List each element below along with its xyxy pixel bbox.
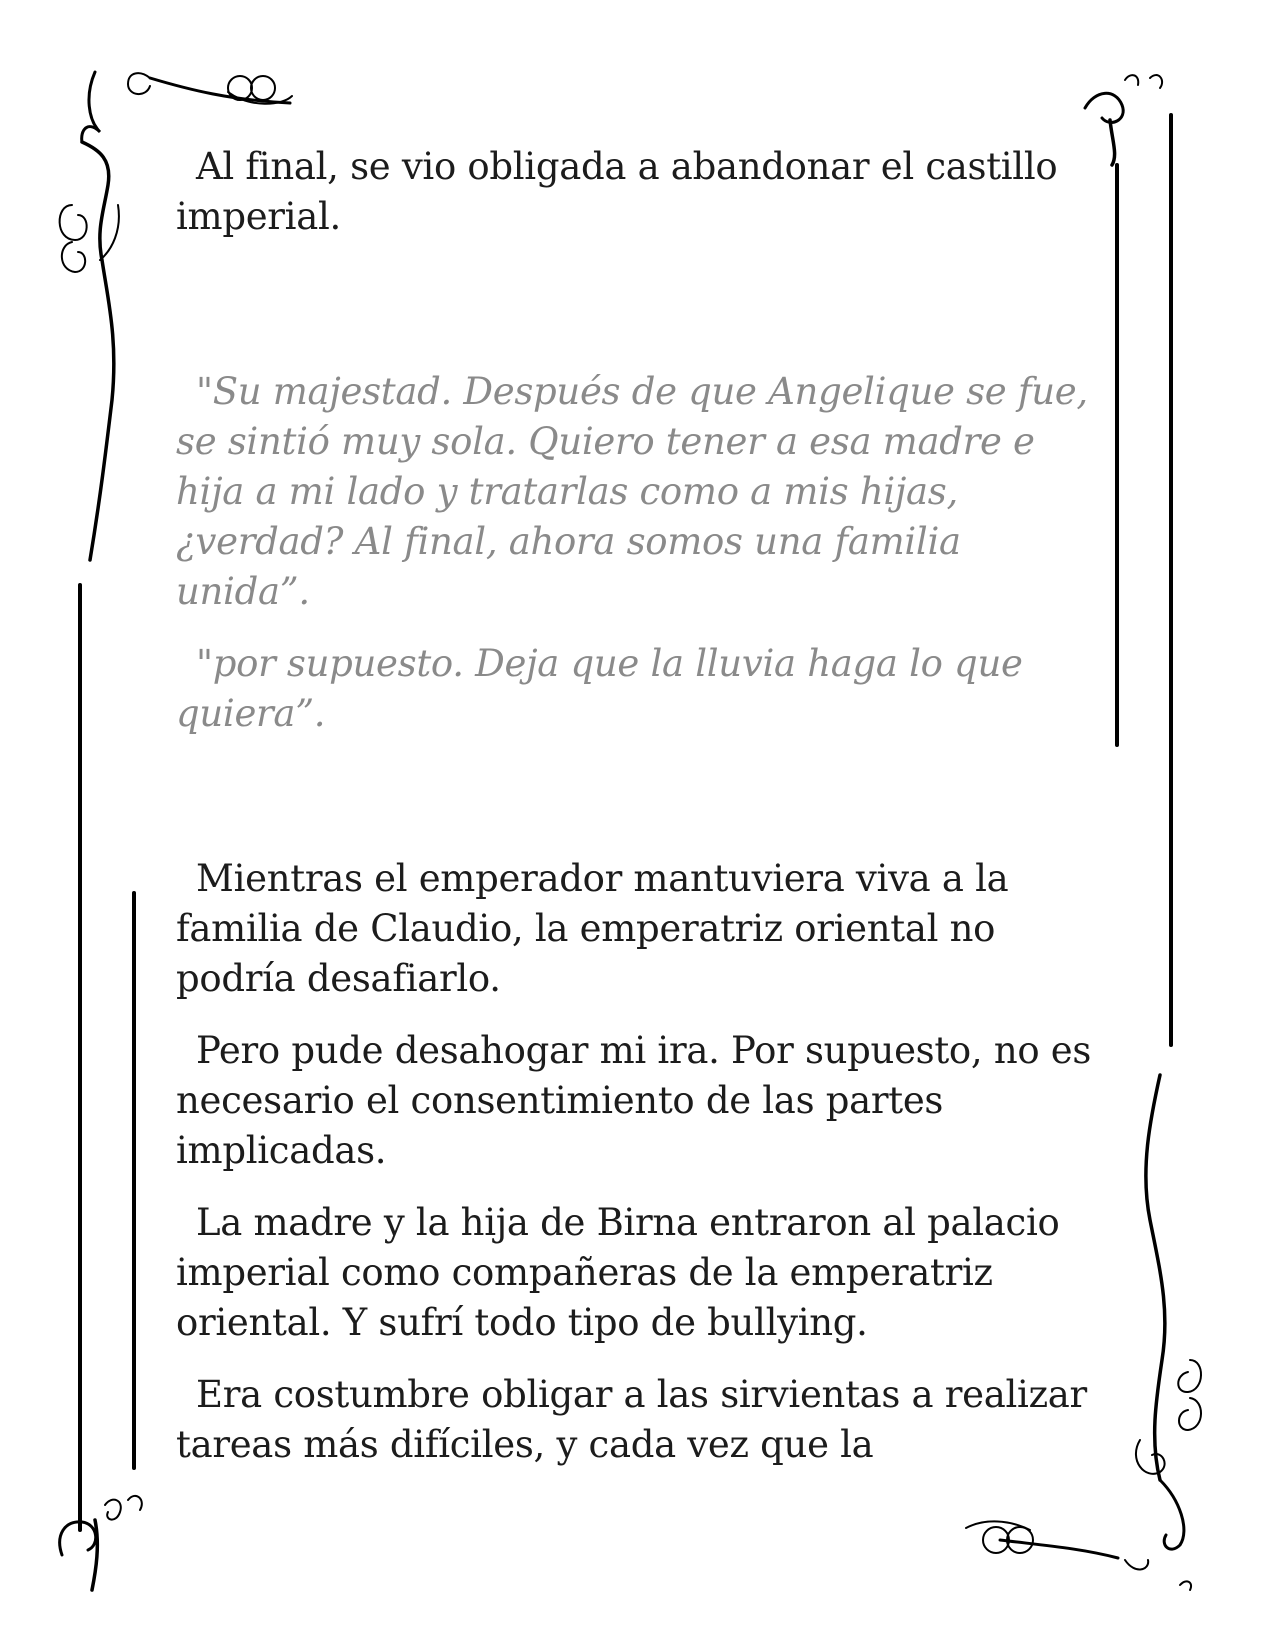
paragraph-anger: Pero pude desahogar mi ira. Por supuesto, no es necesario el consentimiento de las partes implicadas.	[176, 1029, 1092, 1172]
paragraph-emperor: Mientras el emperador mantuviera viva a la familia de Claudio, la emperatriz oriental no podría desafiarlo.	[176, 857, 1009, 1000]
paragraph-custom: Era costumbre obligar a las sirvientas a realizar tareas más difíciles, y cada vez que la	[176, 1373, 1087, 1466]
paragraph-castle: Al final, se vio obligada a abandonar el castillo imperial.	[176, 145, 1058, 238]
dialog-majesty: "Su majestad. Después de que Angelique se fue, se sintió muy sola. Quiero tener a esa madre e hija a mi lado y tratarlas como a mis hijas, ¿verdad? Al final, ahora somos una familia unida”.	[176, 370, 1088, 613]
page-text	[176, 142, 1106, 1470]
paragraph-birna: La madre y la hija de Birna entraron al palacio imperial como compañeras de la emperatriz oriental. Y sufrí todo tipo de bullying.	[176, 1201, 1060, 1344]
dialog-rain: "por supuesto. Deja que la lluvia haga lo que quiera”.	[176, 642, 1023, 735]
bottom-left-flourish	[60, 1496, 142, 1590]
